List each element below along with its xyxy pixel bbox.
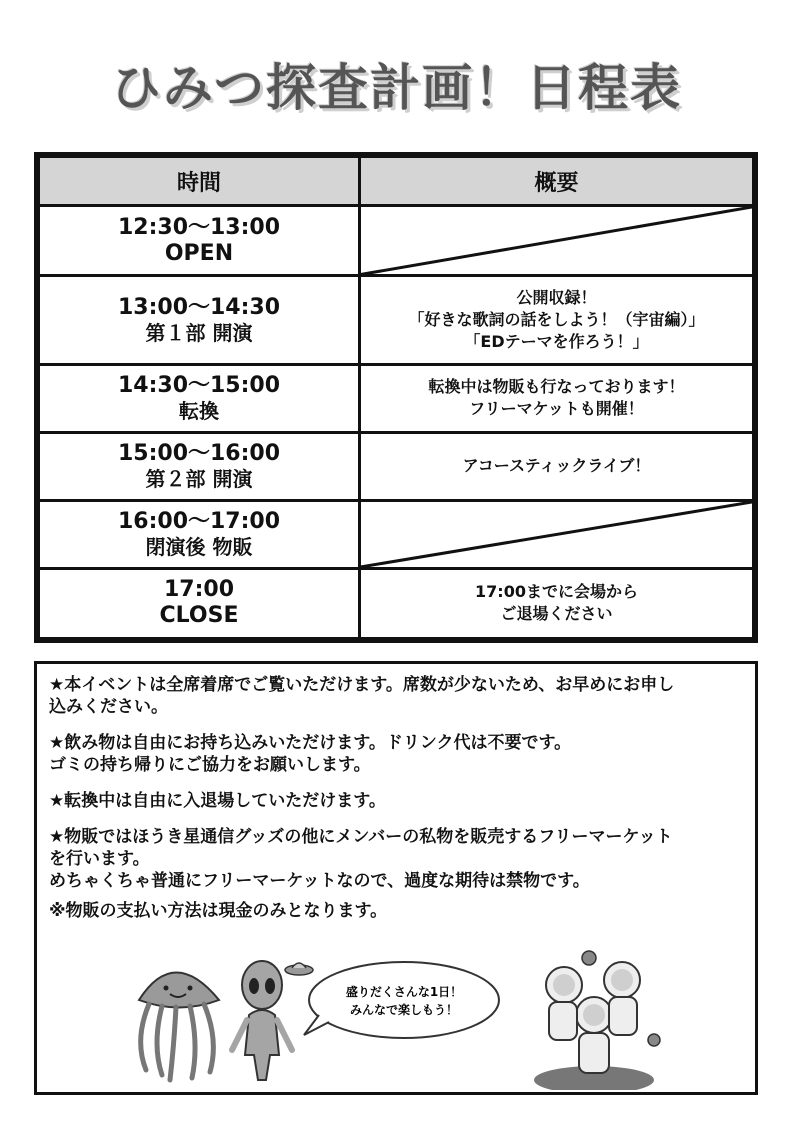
jellyfish-alien-illustration: [139, 973, 219, 1081]
ufo-icon: [285, 963, 313, 975]
time-cell: [39, 206, 360, 276]
page-title: ひみつ探査計画！日程表: [111, 59, 682, 117]
note-line: ★飲み物は自由にお持ち込みいただけます。ドリンク代は不要です。: [49, 733, 572, 753]
note-line: を行います。: [49, 849, 150, 869]
header-time: 時間: [39, 157, 360, 206]
schedule-table: [34, 152, 758, 643]
time-range: 12:30〜13:00: [117, 214, 281, 240]
schedule-row: [39, 206, 754, 276]
note-line: ★転換中は自由に入退場していただけます。: [49, 791, 386, 811]
time-label: OPEN: [164, 240, 234, 266]
time-cell: [39, 568, 360, 638]
schedule-row: [39, 500, 754, 568]
summary-line: 転換中は物販も行なっております！: [428, 377, 685, 397]
note-line: ★物販ではほうき星通信グッズの他にメンバーの私物を販売するフリーマーケット: [49, 827, 673, 847]
schedule-row: [39, 276, 754, 364]
summary-line: アコースティックライブ！: [462, 456, 651, 476]
bubble-line: 盛りだくさんな1日！: [345, 985, 463, 999]
header-summary: 概要: [360, 157, 754, 206]
note-line: ゴミの持ち帰りにご協力をお願いします。: [49, 755, 371, 775]
illustration-area: [34, 940, 758, 1090]
time-label: 第２部 開演: [145, 467, 253, 492]
schedule-row: [39, 432, 754, 500]
summary-line: ご退場ください: [500, 604, 613, 624]
summary-line: 17:00までに会場から: [475, 582, 638, 602]
summary-cell: [360, 364, 754, 432]
summary-cell-empty: [360, 206, 754, 276]
time-label: 閉演後 物販: [145, 535, 253, 560]
time-cell: [39, 432, 360, 500]
time-cell: [39, 500, 360, 568]
note-item: [49, 900, 743, 922]
time-cell: [39, 276, 360, 364]
speech-bubble: [304, 962, 499, 1038]
time-range: 13:00〜14:30: [117, 295, 281, 321]
note-line: ★本イベントは全席着席でご覧いただけます。席数が少ないため、お早めにお申し: [49, 675, 675, 695]
note-line: ※物販の支払い方法は現金のみとなります。: [49, 901, 388, 921]
bubble-line: みんなで楽しもう！: [349, 1003, 459, 1017]
schedule-row: [39, 364, 754, 432]
time-range: 17:00: [163, 577, 235, 603]
diagonal-slash: [361, 502, 752, 567]
summary-cell-empty: [360, 500, 754, 568]
time-range: 14:30〜15:00: [117, 373, 281, 399]
schedule-header-row: [39, 157, 754, 206]
note-item: [49, 790, 743, 812]
time-range: 15:00〜16:00: [117, 441, 281, 467]
summary-cell: [360, 432, 754, 500]
time-label: 転換: [179, 399, 219, 424]
note-line: 込みください。: [49, 697, 168, 717]
time-cell: [39, 364, 360, 432]
astronauts-illustration: [534, 951, 660, 1090]
note-item: [49, 732, 743, 776]
grey-alien-illustration: [232, 961, 292, 1080]
schedule-row: [39, 568, 754, 638]
time-label: 第１部 開演: [145, 321, 253, 346]
summary-line: 公開収録！: [516, 288, 597, 308]
summary-line: 「好きな歌詞の話をしよう！（宇宙編）」: [408, 310, 705, 330]
summary-line: 「EDテーマを作ろう！」: [464, 332, 649, 352]
time-label: CLOSE: [159, 603, 239, 629]
summary-cell: [360, 568, 754, 638]
note-line: めちゃくちゃ普通にフリーマーケットなので、過度な期待は禁物です。: [49, 871, 590, 891]
note-item: [49, 674, 743, 718]
summary-line: フリーマケットも開催！: [469, 399, 644, 419]
summary-cell: [360, 276, 754, 364]
time-range: 16:00〜17:00: [117, 509, 281, 535]
note-item: [49, 826, 743, 892]
diagonal-slash: [361, 207, 752, 274]
